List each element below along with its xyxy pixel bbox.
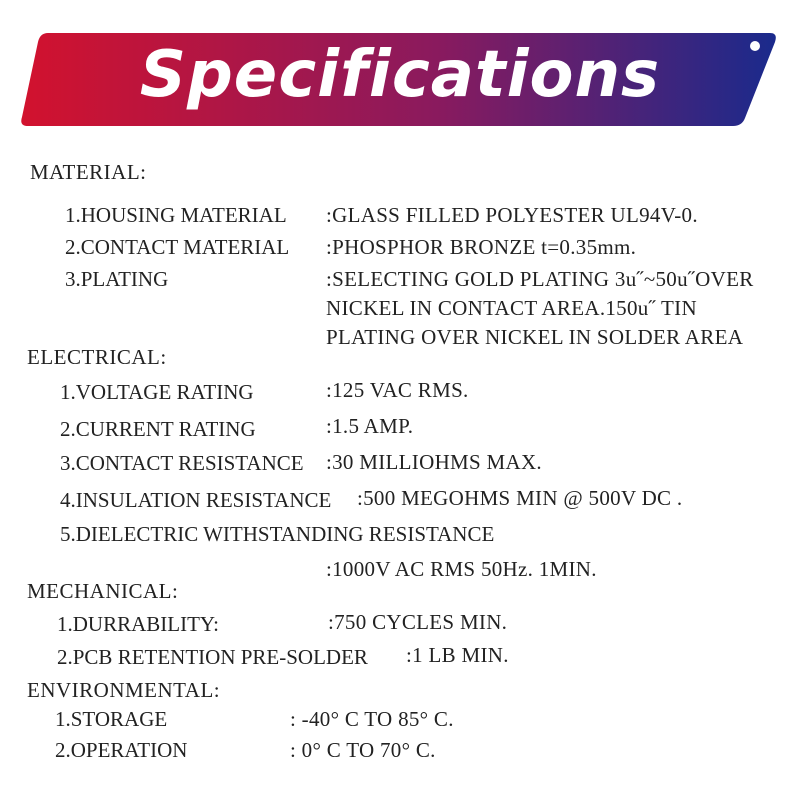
spec-label: 3.CONTACT RESISTANCE: [60, 451, 304, 475]
spec-label: 2.CURRENT RATING: [60, 417, 256, 441]
spec-label: 1.VOLTAGE RATING: [60, 380, 254, 404]
spec-value: :PHOSPHOR BRONZE t=0.35mm.: [326, 235, 637, 259]
spec-value: :30 MILLIOHMS MAX.: [326, 450, 542, 474]
spec-label: 2.OPERATION: [55, 738, 188, 762]
spec-value-continued: PLATING OVER NICKEL IN SOLDER AREA: [326, 325, 744, 349]
spec-value: : -40° C TO 85° C.: [290, 707, 454, 731]
spec-label: 2.CONTACT MATERIAL: [65, 235, 290, 259]
spec-value: :SELECTING GOLD PLATING 3u˝~50u˝OVER: [326, 267, 754, 291]
spec-label: 1.HOUSING MATERIAL: [65, 203, 287, 227]
specifications-banner: [0, 0, 800, 140]
spec-value-continued: NICKEL IN CONTACT AREA.150u˝ TIN: [326, 296, 697, 320]
spec-value: :1000V AC RMS 50Hz. 1MIN.: [326, 557, 597, 581]
spec-value: :1 LB MIN.: [406, 643, 509, 667]
spec-value: :GLASS FILLED POLYESTER UL94V-0.: [326, 203, 698, 227]
spec-label: 2.PCB RETENTION PRE-SOLDER: [57, 645, 368, 669]
spec-value: :125 VAC RMS.: [326, 378, 469, 402]
spec-value: : 0° C TO 70° C.: [290, 738, 436, 762]
section-heading-material: MATERIAL:: [30, 160, 147, 184]
spec-label: 3.PLATING: [65, 267, 169, 291]
spec-value: :1.5 AMP.: [326, 414, 414, 438]
spec-value: :500 MEGOHMS MIN @ 500V DC .: [357, 486, 683, 510]
section-heading-electrical: ELECTRICAL:: [27, 345, 167, 369]
spec-label: 5.DIELECTRIC WITHSTANDING RESISTANCE: [60, 522, 495, 546]
spec-label: 1.STORAGE: [55, 707, 168, 731]
section-heading-environmental: ENVIRONMENTAL:: [27, 678, 221, 702]
page-title: Specifications: [139, 38, 661, 112]
section-heading-mechanical: MECHANICAL:: [27, 579, 179, 603]
spec-value: :750 CYCLES MIN.: [328, 610, 508, 634]
spec-label: 1.DURRABILITY:: [57, 612, 219, 636]
spec-label: 4.INSULATION RESISTANCE: [60, 488, 332, 512]
